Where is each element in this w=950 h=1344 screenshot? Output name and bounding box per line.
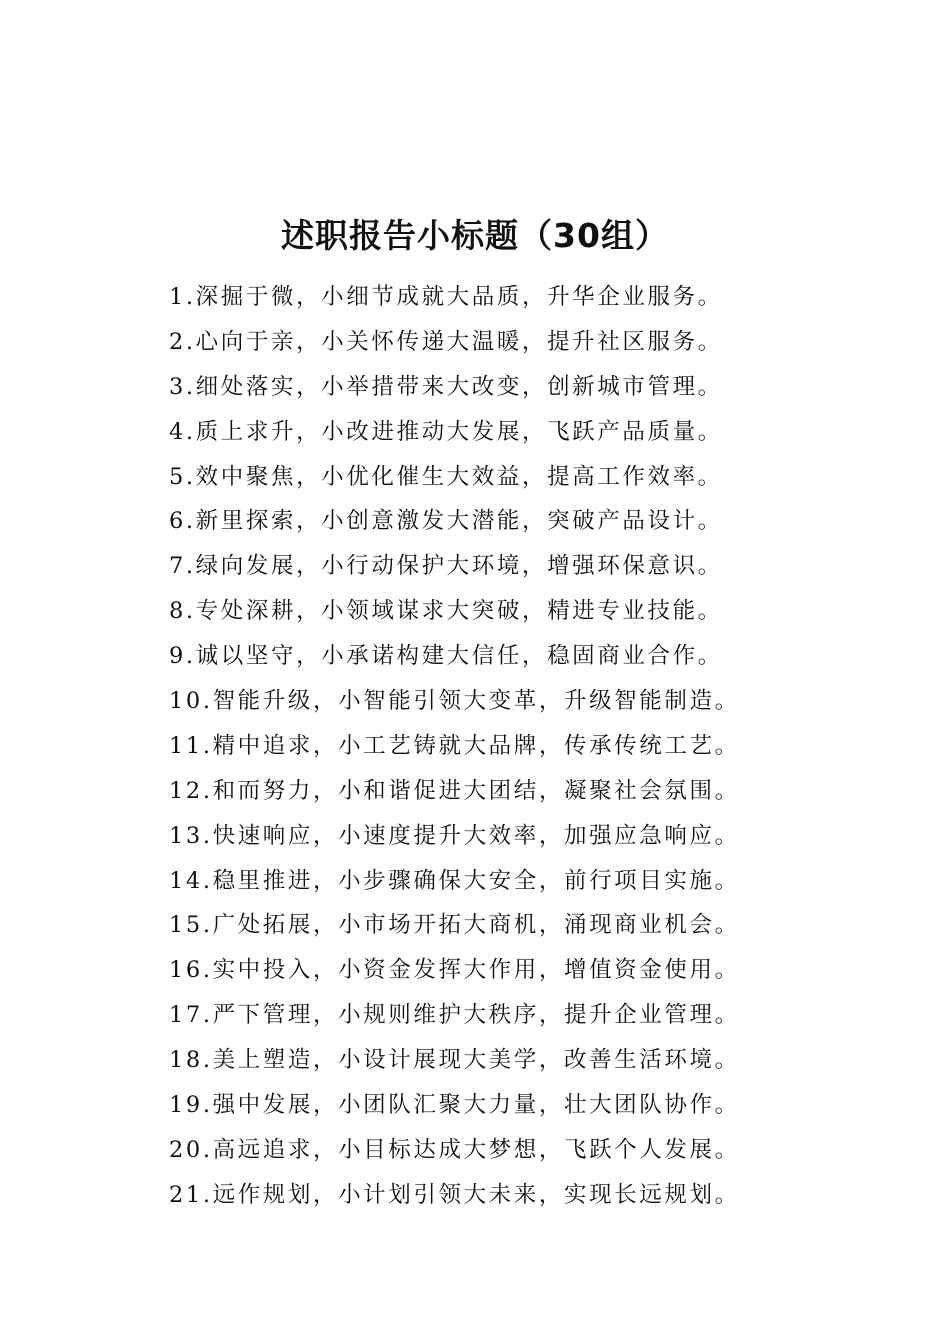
list-item: 12.和而努力，小和谐促进大团结，凝聚社会氛围。 — [169, 777, 740, 804]
list-item: 1.深掘于微，小细节成就大品质，升华企业服务。 — [169, 284, 723, 310]
list-item: 9.诚以坚守，小承诺构建大信任，稳固商业合作。 — [169, 643, 723, 670]
list-item: 19.强中发展，小团队汇聚大力量，壮大团队协作。 — [169, 1092, 740, 1119]
list-item: 6.新里探索，小创意激发大潜能，突破产品设计。 — [169, 508, 723, 535]
list-item: 16.实中投入，小资金发挥大作用，增值资金使用。 — [169, 957, 740, 984]
list-item: 2.心向于亲，小关怀传递大温暖，提升社区服务。 — [169, 328, 723, 355]
list-item: 17.严下管理，小规则维护大秩序，提升企业管理。 — [169, 1002, 740, 1029]
list-item: 11.精中追求，小工艺铸就大品牌，传承传统工艺。 — [169, 732, 740, 759]
list-item: 8.专处深耕，小领域谋求大突破，精进专业技能。 — [169, 598, 723, 625]
list-item: 21.远作规划，小计划引领大未来，实现长远规划。 — [169, 1181, 740, 1208]
list-item: 7.绿向发展，小行动保护大环境，增强环保意识。 — [169, 553, 723, 580]
list-item: 13.快速响应，小速度提升大效率，加强应急响应。 — [169, 822, 740, 849]
list-item: 14.稳里推进，小步骤确保大安全，前行项目实施。 — [169, 867, 740, 894]
list-item: 10.智能升级，小智能引领大变革，升级智能制造。 — [169, 688, 740, 715]
document-title: 述职报告小标题（30组） — [281, 216, 669, 255]
subtitle-list — [169, 275, 789, 1218]
list-item: 15.广处拓展，小市场开拓大商机，涌现商业机会。 — [169, 912, 740, 939]
list-item: 20.高远追求，小目标达成大梦想，飞跃个人发展。 — [169, 1136, 740, 1163]
list-item: 4.质上求升，小改进推动大发展，飞跃产品质量。 — [169, 418, 723, 445]
list-item: 3.细处落实，小举措带来大改变，创新城市管理。 — [169, 373, 723, 400]
list-item: 18.美上塑造，小设计展现大美学，改善生活环境。 — [169, 1047, 740, 1074]
list-item: 5.效中聚焦，小优化催生大效益，提高工作效率。 — [169, 463, 723, 490]
